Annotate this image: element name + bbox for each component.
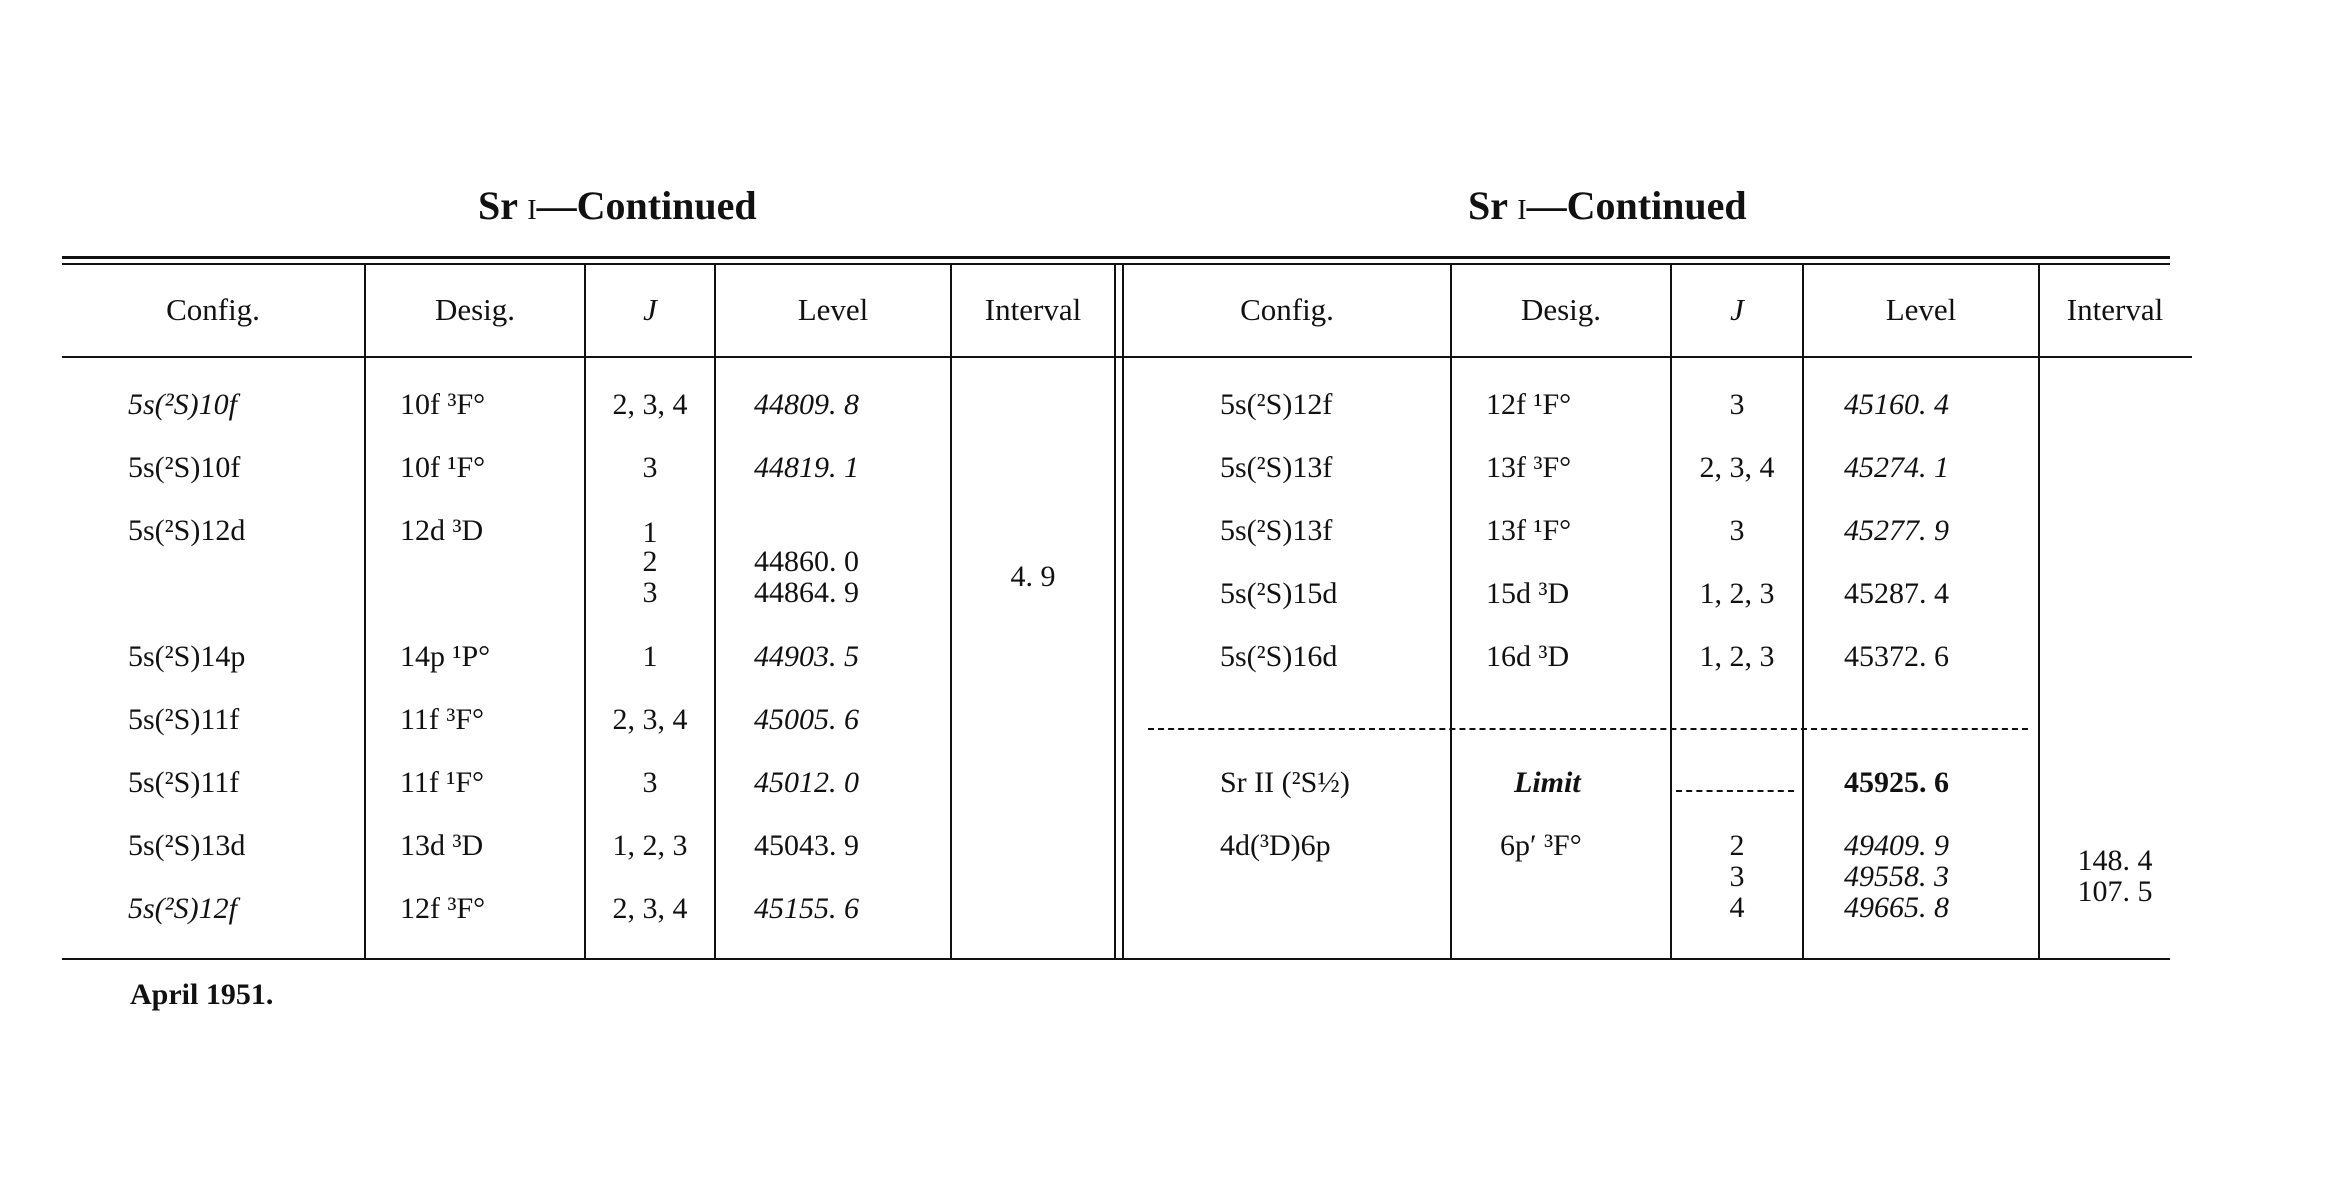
header-level: Level [797, 292, 869, 327]
j-cell: 1 [642, 640, 658, 673]
col-divider [1802, 264, 1804, 958]
limit-level-cell: 45925. 6 [1844, 766, 1949, 799]
header-level: Level [1885, 292, 1957, 327]
j-cell: 3 [642, 766, 658, 799]
config-cell: 5s(²S)13d [128, 829, 246, 862]
config-cell: 5s(²S)14p [128, 640, 246, 673]
desig-cell: 10f ¹F° [400, 451, 486, 484]
right-title-roman: I [1517, 195, 1527, 226]
j-cell: 2 [642, 545, 658, 578]
j-cell: 2 [1729, 829, 1745, 862]
j-cell: 1, 2, 3 [1699, 577, 1775, 610]
level-cell: 49558. 3 [1844, 860, 1949, 893]
level-cell: 45160. 4 [1844, 388, 1949, 421]
j-cell: 2, 3, 4 [612, 892, 688, 925]
desig-cell: 12d ³D [400, 514, 484, 547]
limit-label: Limit [1514, 766, 1581, 799]
desig-cell: 12f ³F° [400, 892, 486, 925]
j-cell: 3 [1729, 388, 1745, 421]
header-j: J [1730, 292, 1744, 327]
level-cell: 44860. 0 [754, 545, 859, 578]
interval-cell: 4. 9 [1010, 560, 1056, 593]
level-cell: 44903. 5 [754, 640, 859, 673]
config-cell: 5s(²S)11f [128, 703, 240, 736]
desig-cell: 16d ³D [1486, 640, 1570, 673]
config-cell: 5s(²S)12f [1220, 388, 1333, 421]
level-cell: 44809. 8 [754, 388, 859, 421]
header-interval: Interval [984, 292, 1082, 327]
col-divider [1450, 264, 1452, 958]
j-cell: 1 [642, 516, 658, 549]
j-cell: 3 [1729, 860, 1745, 893]
j-cell: 3 [642, 576, 658, 609]
level-cell: 45277. 9 [1844, 514, 1949, 547]
config-cell: 5s(²S)13f [1220, 451, 1333, 484]
limit-j-dash [1676, 790, 1794, 792]
col-divider [950, 264, 952, 958]
j-cell: 2, 3, 4 [1699, 451, 1775, 484]
config-cell: 5s(²S)13f [1220, 514, 1333, 547]
header-desig: Desig. [1520, 292, 1602, 327]
header-rule [62, 356, 2192, 358]
left-title-prefix: Sr [478, 183, 518, 228]
j-cell: 1, 2, 3 [612, 829, 688, 862]
footer-date: April 1951. [130, 978, 274, 1011]
top-rule-1 [62, 256, 2170, 259]
level-cell: 45043. 9 [754, 829, 859, 862]
desig-cell: 13f ³F° [1486, 451, 1572, 484]
j-cell: 3 [642, 451, 658, 484]
col-divider [714, 264, 716, 958]
header-config: Config. [166, 292, 260, 327]
level-cell: 45274. 1 [1844, 451, 1949, 484]
level-cell: 45155. 6 [754, 892, 859, 925]
right-table-title [1468, 182, 1747, 229]
level-cell: 45012. 0 [754, 766, 859, 799]
header-j: J [643, 292, 657, 327]
j-cell: 4 [1729, 891, 1745, 924]
level-cell: 49665. 8 [1844, 891, 1949, 924]
level-cell: 44864. 9 [754, 576, 859, 609]
right-title-prefix: Sr [1468, 183, 1508, 228]
header-desig: Desig. [434, 292, 516, 327]
config-cell: 5s(²S)15d [1220, 577, 1338, 610]
col-divider [364, 264, 366, 958]
level-cell: 45287. 4 [1844, 577, 1949, 610]
desig-cell: 13f ¹F° [1486, 514, 1572, 547]
interval-cell: 148. 4 [2077, 844, 2153, 877]
j-cell: 1, 2, 3 [1699, 640, 1775, 673]
left-title-suffix: —Continued [536, 183, 757, 228]
j-cell: 2, 3, 4 [612, 388, 688, 421]
table-divider [1122, 264, 1124, 958]
config-cell: 5s(²S)16d [1220, 640, 1338, 673]
level-cell: 49409. 9 [1844, 829, 1949, 862]
level-cell: 45005. 6 [754, 703, 859, 736]
config-cell: 5s(²S)12d [128, 514, 246, 547]
table-divider [1114, 264, 1116, 958]
config-cell: 5s(²S)10f [128, 451, 241, 484]
desig-cell: 12f ¹F° [1486, 388, 1572, 421]
left-title-roman: I [527, 195, 537, 226]
config-cell: 5s(²S)10f [128, 388, 237, 421]
config-cell: 5s(²S)11f [128, 766, 240, 799]
header-interval: Interval [2066, 292, 2164, 327]
top-rule-2 [62, 263, 2170, 265]
bottom-rule [62, 958, 2170, 960]
desig-cell: 11f ¹F° [400, 766, 485, 799]
right-title-suffix: —Continued [1526, 183, 1747, 228]
left-table-title [478, 182, 757, 229]
dashed-separator [1148, 728, 2028, 730]
desig-cell: 11f ³F° [400, 703, 485, 736]
config-cell: 5s(²S)12f [128, 892, 237, 925]
header-config: Config. [1240, 292, 1334, 327]
desig-cell: 6p′ ³F° [1500, 829, 1582, 862]
desig-cell: 14p ¹P° [400, 640, 491, 673]
desig-cell: 10f ³F° [400, 388, 486, 421]
j-cell: 3 [1729, 514, 1745, 547]
limit-config-cell: Sr II (²S½) [1220, 766, 1350, 799]
j-cell: 2, 3, 4 [612, 703, 688, 736]
desig-cell: 13d ³D [400, 829, 484, 862]
level-cell: 44819. 1 [754, 451, 859, 484]
config-cell: 4d(³D)6p [1220, 829, 1331, 862]
interval-cell: 107. 5 [2077, 875, 2153, 908]
level-cell: 45372. 6 [1844, 640, 1949, 673]
desig-cell: 15d ³D [1486, 577, 1570, 610]
